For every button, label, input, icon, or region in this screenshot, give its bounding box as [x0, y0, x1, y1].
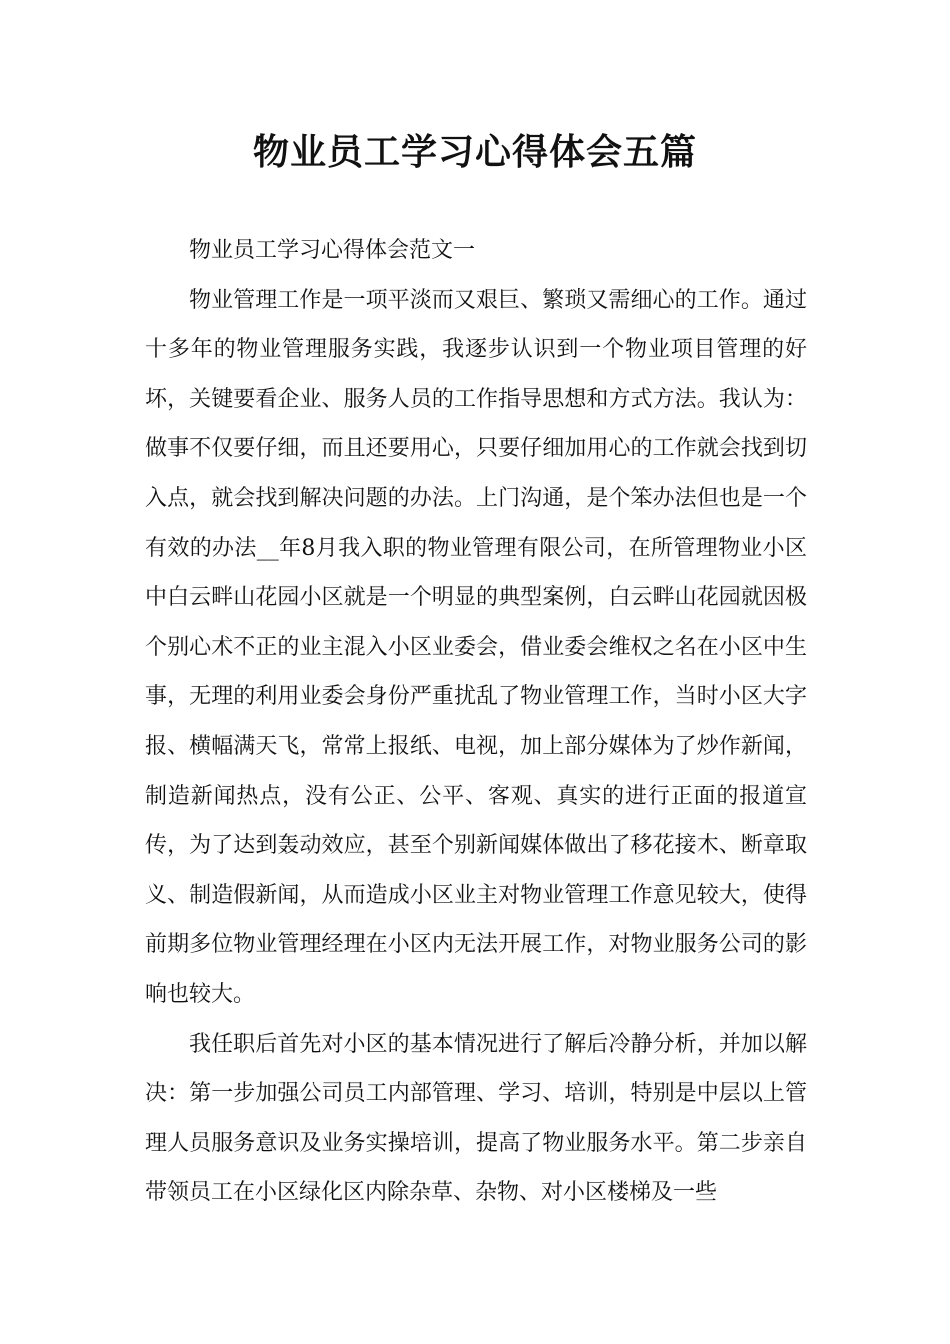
paragraph: 物业管理工作是一项平淡而又艰巨、繁琐又需细心的工作。通过十多年的物业管理服务实践，我逐步认识到一个物业项目管理的好坏，关键要看企业、服务人员的工作指导思想和方式方法。我认为：做事不仅要仔细，而且还要用心，只要仔细加用心的工作就会找到切入点，就会找到解决问题的办法。上门沟通，是个笨办法但也是一个有效的办法__年8月我入职的物业管理有限公司，在所管理物业小区中白云畔山花园小区就是一个明显的典型案例，白云畔山花园就因极个别心术不正的业主混入小区业委会，借业委会维权之名在小区中生事，无理的利用业委会身份严重扰乱了物业管理工作，当时小区大字报、横幅满天飞，常常上报纸、电视，加上部分媒体为了炒作新闻，制造新闻热点，没有公正、公平、客观、真实的进行正面的报道宣传，为了达到轰动效应，甚至个别新闻媒体做出了移花接木、断章取义、制造假新闻，从而造成小区业主对物业管理工作意见较大，使得前期多位物业管理经理在小区内无法开展工作，对物业服务公司的影响也较大。 — [145, 287, 807, 1007]
document-title: 物业员工学习心得体会五篇 — [252, 132, 697, 173]
document-body — [145, 226, 807, 1218]
section-subtitle: 物业员工学习心得体会范文一 — [189, 238, 476, 263]
paragraph: 我任职后首先对小区的基本情况进行了解后冷静分析，并加以解决：第一步加强公司员工内部管理、学习、培训，特别是中层以上管理人员服务意识及业务实操培训，提高了物业服务水平。第二步亲自带领员工在小区绿化区内除杂草、杂物、对小区楼梯及一些 — [145, 1031, 807, 1206]
